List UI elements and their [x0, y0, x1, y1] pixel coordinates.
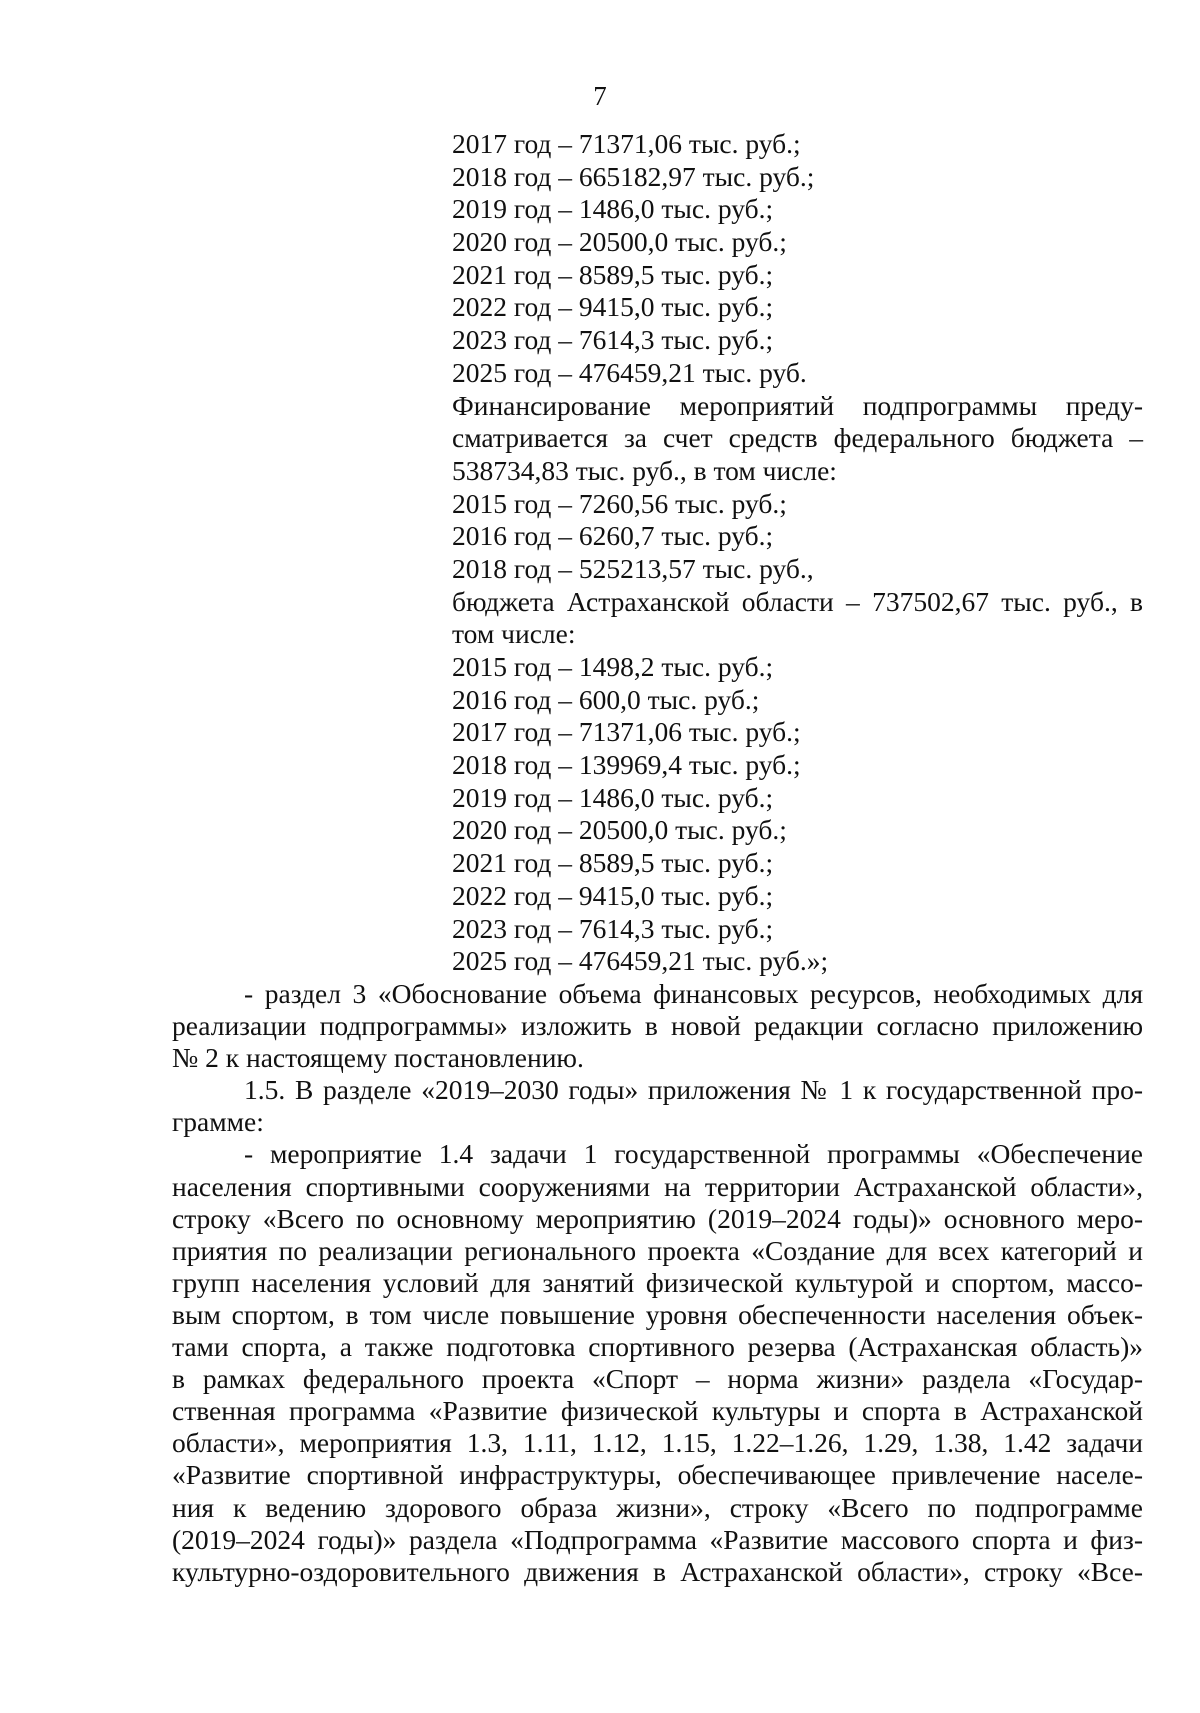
regional-intro-line: том числе:	[452, 618, 576, 650]
paragraph-line: групп населения условий для занятий физической культурой и спортом, массо-	[172, 1266, 1143, 1298]
regional-year-line: 2015 год – 1498,2 тыс. руб.;	[452, 651, 774, 682]
funding-total-line: 2025 год – 476459,21 тыс. руб.	[452, 356, 807, 388]
federal-intro-line: 538734,83 тыс. руб., в том числе:	[452, 454, 837, 486]
funding-total-line: 2020 год – 20500,0 тыс. руб.;	[452, 226, 787, 258]
page-number: 7	[593, 81, 607, 111]
paragraph-line: ственная программа «Развитие физической культуры и спорта в Астраханской	[172, 1395, 1143, 1427]
funding-total-line: 2018 год – 665182,97 тыс. руб.;	[452, 160, 815, 192]
paragraph-line: (2019–2024 годы)» раздела «Подпрограмма «Развитие массового спорта и физ-	[172, 1523, 1143, 1555]
paragraph-line: - мероприятие 1.4 задачи 1 государственной программы «Обеспечение	[244, 1138, 1143, 1170]
regional-year-line: 2019 год – 1486,0 тыс. руб.;	[452, 781, 774, 813]
regional-intro-line: бюджета Астраханской области – 737502,67 тыс. руб., в	[452, 585, 1143, 617]
regional-year-line: 2025 год – 476459,21 тыс. руб.»;	[452, 945, 829, 977]
paragraph-line: культурно-оздоровительного движения в Астраханской области», строку «Все-	[172, 1555, 1143, 1587]
paragraph-line: в рамках федерального проекта «Спорт – норма жизни» раздела «Государ-	[172, 1363, 1143, 1395]
funding-total-line: 2022 год – 9415,0 тыс. руб.;	[452, 291, 774, 323]
paragraph-line: грамме:	[172, 1106, 264, 1138]
regional-year-line: 2020 год – 20500,0 тыс. руб.;	[452, 814, 787, 846]
main-text-block	[172, 978, 1143, 1588]
funding-total-line: 2019 год – 1486,0 тыс. руб.;	[452, 193, 774, 225]
paragraph-line: населения спортивными сооружениями на территории Астраханской области»,	[172, 1170, 1143, 1202]
funding-total-line: 2023 год – 7614,3 тыс. руб.;	[452, 324, 774, 356]
paragraph-line: «Развитие спортивной инфраструктуры, обеспечивающее привлечение населе-	[172, 1459, 1143, 1491]
paragraph-line: реализации подпрограммы» изложить в новой редакции согласно приложению	[172, 1010, 1143, 1042]
regional-year-line: 2016 год – 600,0 тыс. руб.;	[452, 683, 760, 715]
paragraph-line: - раздел 3 «Обоснование объема финансовых ресурсов, необходимых для	[244, 978, 1143, 1009]
regional-year-line: 2022 год – 9415,0 тыс. руб.;	[452, 879, 774, 911]
regional-year-line: 2021 год – 8589,5 тыс. руб.;	[452, 847, 774, 879]
paragraph-1-5	[172, 1074, 1143, 1138]
paragraph-line: ния к ведению здорового образа жизни», строку «Всего по подпрограмме	[172, 1491, 1143, 1523]
federal-year-line: 2018 год – 525213,57 тыс. руб.,	[452, 552, 814, 584]
paragraph-line: 1.5. В разделе «2019–2030 годы» приложения № 1 к государственной про-	[244, 1074, 1143, 1106]
funding-total-line: 2017 год – 71371,06 тыс. руб.;	[452, 128, 801, 159]
federal-year-line: 2016 год – 6260,7 тыс. руб.;	[452, 520, 774, 552]
paragraph-line: строку «Всего по основному мероприятию (2019–2024 годы)» основного меро-	[172, 1202, 1143, 1234]
paragraph-line: приятия по реализации регионального проекта «Создание для всех категорий и	[172, 1234, 1143, 1266]
paragraph-measure-1-4	[172, 1138, 1143, 1587]
funding-indent-block	[452, 128, 1143, 978]
federal-intro-line: сматривается за счет средств федерального бюджета –	[452, 422, 1143, 454]
regional-year-line: 2017 год – 71371,06 тыс. руб.;	[452, 716, 801, 748]
paragraph-line: № 2 к настоящему постановлению.	[172, 1042, 584, 1074]
paragraph-line: области», мероприятия 1.3, 1.11, 1.12, 1.15, 1.22–1.26, 1.29, 1.38, 1.42 задачи	[172, 1427, 1143, 1459]
paragraph-section-3	[172, 978, 1143, 1074]
funding-total-line: 2021 год – 8589,5 тыс. руб.;	[452, 258, 774, 290]
regional-year-line: 2023 год – 7614,3 тыс. руб.;	[452, 912, 774, 944]
regional-year-line: 2018 год – 139969,4 тыс. руб.;	[452, 749, 801, 781]
federal-year-line: 2015 год – 7260,56 тыс. руб.;	[452, 487, 787, 519]
paragraph-line: тами спорта, а также подготовка спортивного резерва (Астраханская область)»	[172, 1331, 1143, 1363]
federal-intro-line: Финансирование мероприятий подпрограммы преду-	[452, 389, 1143, 421]
paragraph-line: вым спортом, в том числе повышение уровня обеспеченности населения объек-	[172, 1298, 1143, 1330]
